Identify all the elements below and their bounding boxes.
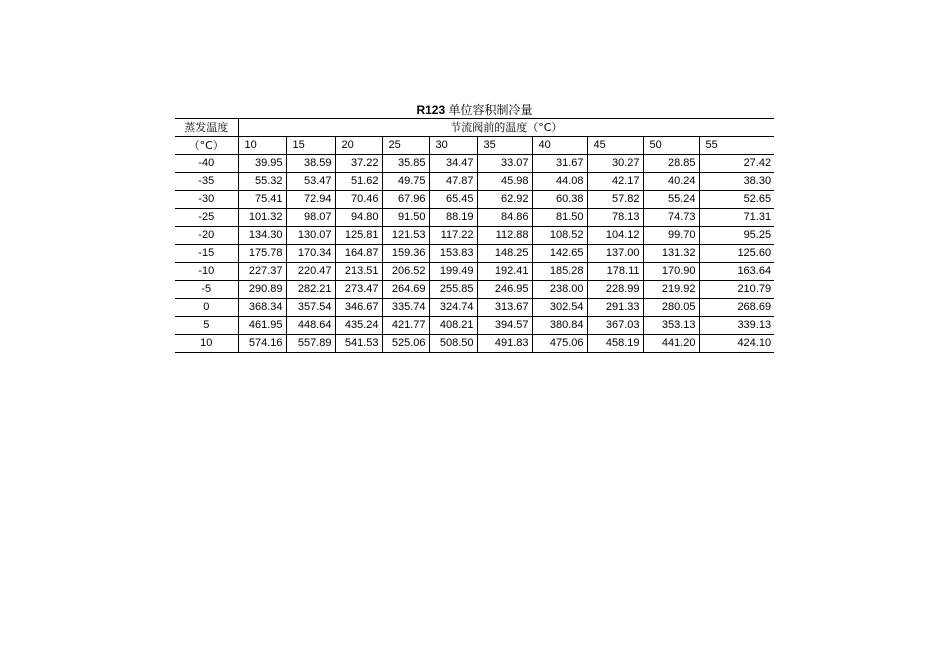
table-cell: 94.80 xyxy=(335,209,382,227)
table-cell: 55.32 xyxy=(238,173,286,191)
table-cell: 53.47 xyxy=(286,173,335,191)
column-header: 25 xyxy=(382,137,429,155)
table-cell: 170.90 xyxy=(643,263,699,281)
table-row xyxy=(175,209,774,227)
row-header-line2: （°C） xyxy=(175,137,238,155)
row-label: 5 xyxy=(175,317,238,335)
table-row xyxy=(175,173,774,191)
title-name: 单位容积制冷量 xyxy=(448,103,533,117)
column-header: 20 xyxy=(335,137,382,155)
column-header: 35 xyxy=(477,137,532,155)
table-cell: 84.86 xyxy=(477,209,532,227)
table-cell: 206.52 xyxy=(382,263,429,281)
row-label: -25 xyxy=(175,209,238,227)
table-cell: 34.47 xyxy=(429,155,477,173)
table-cell: 421.77 xyxy=(382,317,429,335)
table-cell: 219.92 xyxy=(643,281,699,299)
table-cell: 125.60 xyxy=(699,245,774,263)
table-cell: 368.34 xyxy=(238,299,286,317)
table-cell: 91.50 xyxy=(382,209,429,227)
table-cell: 88.19 xyxy=(429,209,477,227)
column-header: 55 xyxy=(699,137,774,155)
table-cell: 461.95 xyxy=(238,317,286,335)
table-cell: 35.85 xyxy=(382,155,429,173)
refrigeration-capacity-table xyxy=(175,118,774,353)
column-header: 40 xyxy=(532,137,587,155)
column-header: 50 xyxy=(643,137,699,155)
row-label: -40 xyxy=(175,155,238,173)
table-cell: 448.64 xyxy=(286,317,335,335)
table-cell: 491.83 xyxy=(477,335,532,353)
table-cell: 185.28 xyxy=(532,263,587,281)
table-cell: 246.95 xyxy=(477,281,532,299)
table-cell: 72.94 xyxy=(286,191,335,209)
table-cell: 42.17 xyxy=(587,173,643,191)
table-cell: 125.81 xyxy=(335,227,382,245)
table-cell: 49.75 xyxy=(382,173,429,191)
table-row xyxy=(175,263,774,281)
table-cell: 175.78 xyxy=(238,245,286,263)
table-cell: 313.67 xyxy=(477,299,532,317)
table-cell: 112.88 xyxy=(477,227,532,245)
column-header: 10 xyxy=(238,137,286,155)
table-cell: 475.06 xyxy=(532,335,587,353)
column-header: 45 xyxy=(587,137,643,155)
table-cell: 121.53 xyxy=(382,227,429,245)
row-label: -30 xyxy=(175,191,238,209)
table-cell: 117.22 xyxy=(429,227,477,245)
table-cell: 163.64 xyxy=(699,263,774,281)
table-cell: 40.24 xyxy=(643,173,699,191)
table-cell: 268.69 xyxy=(699,299,774,317)
table-cell: 71.31 xyxy=(699,209,774,227)
table-cell: 98.07 xyxy=(286,209,335,227)
table-cell: 148.25 xyxy=(477,245,532,263)
table-cell: 525.06 xyxy=(382,335,429,353)
table-cell: 51.62 xyxy=(335,173,382,191)
table-cell: 134.30 xyxy=(238,227,286,245)
table-row xyxy=(175,155,774,173)
row-header-line1: 蒸发温度 xyxy=(175,119,238,137)
table-cell: 38.30 xyxy=(699,173,774,191)
table-cell: 324.74 xyxy=(429,299,477,317)
table-cell: 228.99 xyxy=(587,281,643,299)
table-cell: 290.89 xyxy=(238,281,286,299)
table-cell: 47.87 xyxy=(429,173,477,191)
table-cell: 153.83 xyxy=(429,245,477,263)
table-cell: 238.00 xyxy=(532,281,587,299)
table-cell: 31.67 xyxy=(532,155,587,173)
table-cell: 441.20 xyxy=(643,335,699,353)
table-body xyxy=(175,119,774,353)
table-cell: 27.42 xyxy=(699,155,774,173)
table-row xyxy=(175,299,774,317)
table-cell: 95.25 xyxy=(699,227,774,245)
table-cell: 101.32 xyxy=(238,209,286,227)
table-cell: 264.69 xyxy=(382,281,429,299)
table-cell: 38.59 xyxy=(286,155,335,173)
column-header: 15 xyxy=(286,137,335,155)
table-cell: 394.57 xyxy=(477,317,532,335)
table-cell: 67.96 xyxy=(382,191,429,209)
row-label: 10 xyxy=(175,335,238,353)
table-cell: 302.54 xyxy=(532,299,587,317)
table-cell: 30.27 xyxy=(587,155,643,173)
table-cell: 37.22 xyxy=(335,155,382,173)
table-cell: 57.82 xyxy=(587,191,643,209)
table-cell: 346.67 xyxy=(335,299,382,317)
table-cell: 159.36 xyxy=(382,245,429,263)
table-cell: 367.03 xyxy=(587,317,643,335)
row-label: -20 xyxy=(175,227,238,245)
table-cell: 210.79 xyxy=(699,281,774,299)
table-cell: 142.65 xyxy=(532,245,587,263)
table-row xyxy=(175,317,774,335)
column-header: 30 xyxy=(429,137,477,155)
table-cell: 52.65 xyxy=(699,191,774,209)
table-cell: 74.73 xyxy=(643,209,699,227)
table-cell: 557.89 xyxy=(286,335,335,353)
table-cell: 357.54 xyxy=(286,299,335,317)
table-cell: 78.13 xyxy=(587,209,643,227)
table-cell: 353.13 xyxy=(643,317,699,335)
table-cell: 99.70 xyxy=(643,227,699,245)
row-label: -5 xyxy=(175,281,238,299)
table-cell: 33.07 xyxy=(477,155,532,173)
table-cell: 291.33 xyxy=(587,299,643,317)
table-cell: 104.12 xyxy=(587,227,643,245)
table-cell: 39.95 xyxy=(238,155,286,173)
column-group-header: 节流阀前的温度（°C） xyxy=(238,119,774,137)
table-cell: 541.53 xyxy=(335,335,382,353)
table-cell: 28.85 xyxy=(643,155,699,173)
table-cell: 408.21 xyxy=(429,317,477,335)
table-cell: 81.50 xyxy=(532,209,587,227)
table-cell: 282.21 xyxy=(286,281,335,299)
table-cell: 75.41 xyxy=(238,191,286,209)
table-cell: 62.92 xyxy=(477,191,532,209)
table-cell: 335.74 xyxy=(382,299,429,317)
table-cell: 164.87 xyxy=(335,245,382,263)
table-cell: 65.45 xyxy=(429,191,477,209)
column-header-row xyxy=(175,137,774,155)
table-cell: 192.41 xyxy=(477,263,532,281)
table-cell: 220.47 xyxy=(286,263,335,281)
table-cell: 574.16 xyxy=(238,335,286,353)
table-row xyxy=(175,281,774,299)
table-cell: 44.08 xyxy=(532,173,587,191)
table-row xyxy=(175,245,774,263)
table-row xyxy=(175,335,774,353)
table-cell: 435.24 xyxy=(335,317,382,335)
table-cell: 227.37 xyxy=(238,263,286,281)
table-cell: 70.46 xyxy=(335,191,382,209)
table-cell: 273.47 xyxy=(335,281,382,299)
row-label: -10 xyxy=(175,263,238,281)
table-cell: 60.38 xyxy=(532,191,587,209)
table-cell: 130.07 xyxy=(286,227,335,245)
table-cell: 508.50 xyxy=(429,335,477,353)
table-cell: 170.34 xyxy=(286,245,335,263)
table-row xyxy=(175,191,774,209)
row-label: 0 xyxy=(175,299,238,317)
row-label: -35 xyxy=(175,173,238,191)
table-cell: 280.05 xyxy=(643,299,699,317)
table-cell: 424.10 xyxy=(699,335,774,353)
table-cell: 178.11 xyxy=(587,263,643,281)
header-row xyxy=(175,119,774,137)
table-cell: 213.51 xyxy=(335,263,382,281)
table-cell: 108.52 xyxy=(532,227,587,245)
table-cell: 380.84 xyxy=(532,317,587,335)
row-label: -15 xyxy=(175,245,238,263)
table-title xyxy=(175,103,774,117)
table-cell: 131.32 xyxy=(643,245,699,263)
table-cell: 45.98 xyxy=(477,173,532,191)
table-row xyxy=(175,227,774,245)
table-cell: 199.49 xyxy=(429,263,477,281)
table-cell: 339.13 xyxy=(699,317,774,335)
table-cell: 137.00 xyxy=(587,245,643,263)
title-code: R123 xyxy=(416,103,446,117)
table-cell: 255.85 xyxy=(429,281,477,299)
table-cell: 55.24 xyxy=(643,191,699,209)
table-cell: 458.19 xyxy=(587,335,643,353)
